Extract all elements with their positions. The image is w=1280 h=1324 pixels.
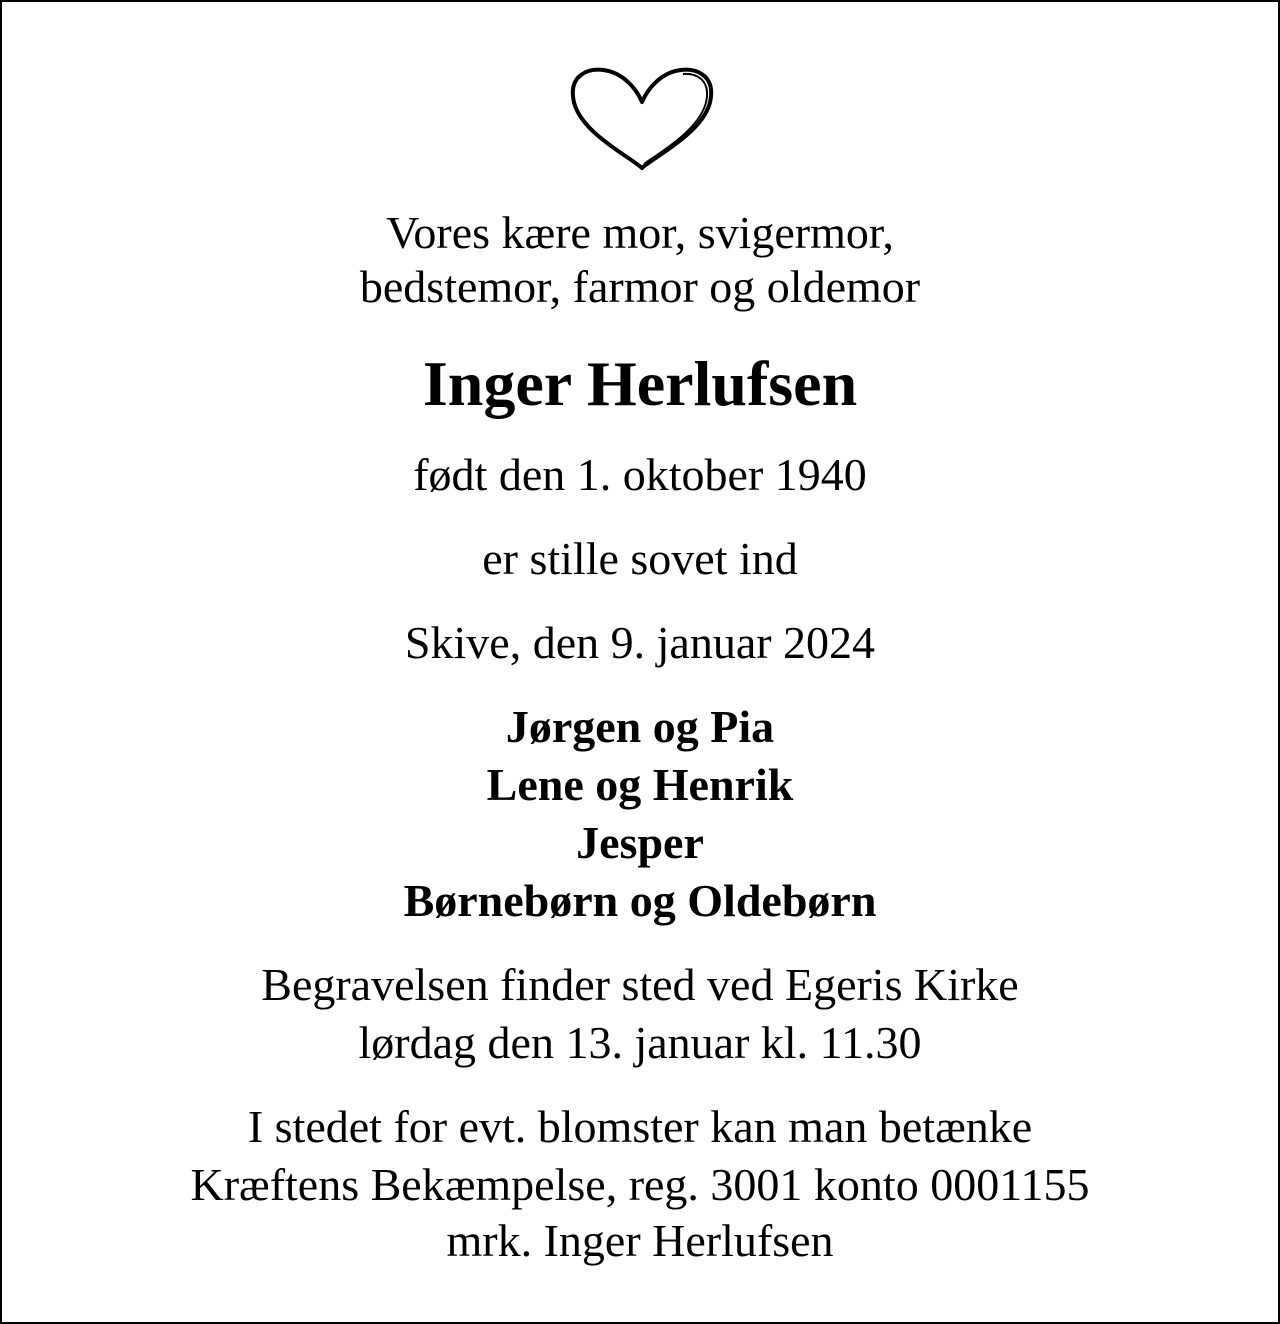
family-line: Jesper [576, 817, 704, 868]
donation-line-3: mrk. Inger Herlufsen [446, 1215, 834, 1266]
passed-text: er stille sovet ind [482, 533, 798, 584]
funeral-line-1: Begravelsen finder sted ved Egeris Kirke [261, 959, 1019, 1010]
place-and-date: Skive, den 9. januar 2024 [404, 617, 876, 668]
family-line: Lene og Henrik [486, 759, 794, 810]
deceased-name: Inger Herlufsen [422, 348, 858, 419]
funeral-line-2: lørdag den 13. januar kl. 11.30 [358, 1017, 922, 1068]
family-line: Jørgen og Pia [505, 701, 775, 752]
heart-icon [567, 64, 717, 172]
intro-line-2: bedstemor, farmor og oldemor [359, 261, 921, 312]
donation-line-2: Kræftens Bekæmpelse, reg. 3001 konto 0001155 [190, 1159, 1090, 1210]
birth-date: født den 1. oktober 1940 [413, 449, 867, 500]
family-line: Børnebørn og Oldebørn [403, 875, 877, 926]
intro-line-1: Vores kære mor, svigermor, [386, 207, 894, 258]
donation-line-1: I stedet for evt. blomster kan man betænke [247, 1101, 1033, 1152]
